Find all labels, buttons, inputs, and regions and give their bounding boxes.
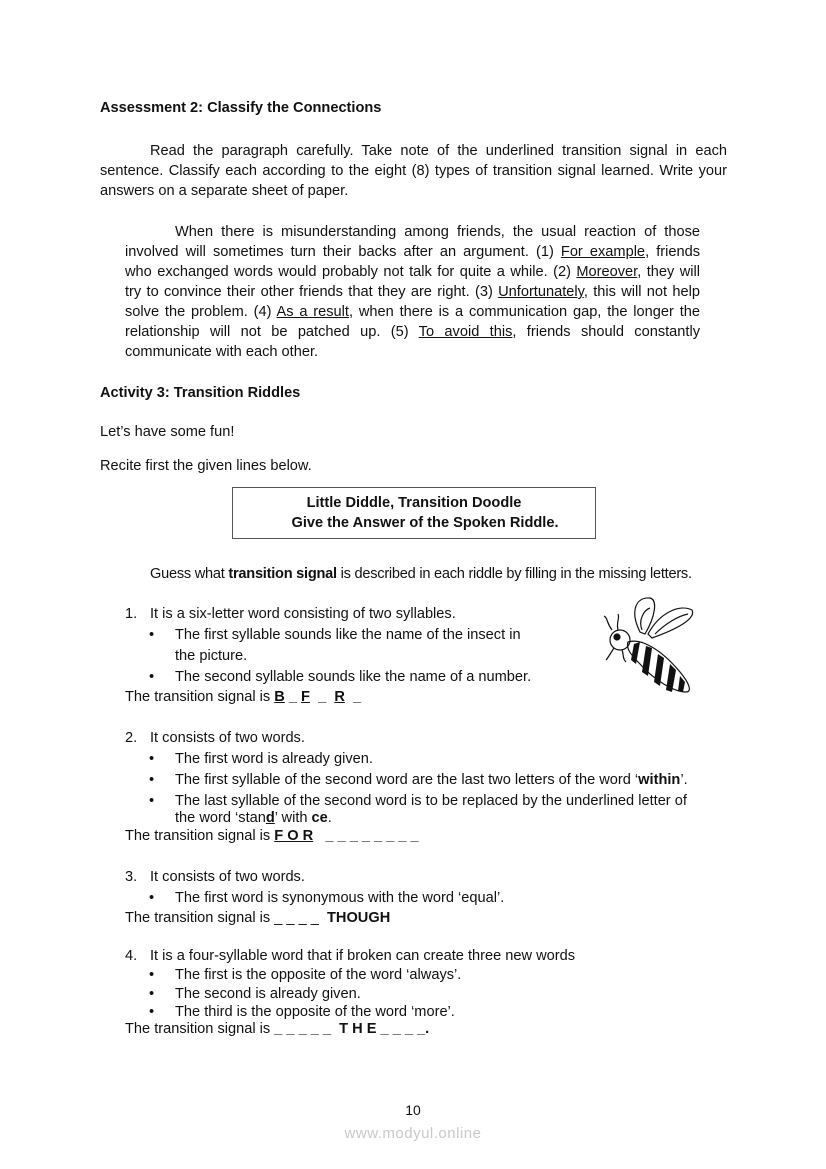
page-number: 10 xyxy=(405,1102,421,1118)
signal-3: Unfortunately xyxy=(498,284,584,300)
instructions-line-3: answers on a separate sheet of paper. xyxy=(100,183,349,199)
signal-4: As a result xyxy=(276,304,349,320)
passage-line-2: involved will sometimes turn their backs after an argument. (1) For example, friends xyxy=(125,244,701,260)
instructions-line-1: Read the paragraph carefully. Take note of the underlined transition signal in each xyxy=(150,143,727,159)
riddle-2-bullet-3-cont: the word ‘stand’ with ce. xyxy=(175,810,332,826)
riddle-4-answer: The transition signal is _ _ _ _ _ T H E _ _ _ _. xyxy=(125,1021,430,1037)
rhyme-line-1: Little Diddle, Transition Doodle xyxy=(306,495,522,511)
riddle-3-answer: The transition signal is _ _ _ _ THOUGH xyxy=(125,910,391,926)
riddle-1-text: It is a six-letter word consisting of two syllables. xyxy=(150,606,456,622)
riddle-4-bullet-1: • The first is the opposite of the word ‘always’. xyxy=(175,967,461,983)
riddle-2-bullet-2: • The first syllable of the second word are the last two letters of the word ‘within’. xyxy=(175,772,688,788)
watermark: www.modyul.online xyxy=(344,1125,482,1142)
rhyme-line-2: Give the Answer of the Spoken Riddle. xyxy=(291,515,559,531)
passage-line-3: who exchanged words would probably not talk for quite a while. (2) Moreover, they will xyxy=(125,264,701,280)
riddle-2-answer: The transition signal is F O R _ _ _ _ _ _ _ _ xyxy=(125,828,419,844)
assessment-heading: Assessment 2: Classify the Connections xyxy=(100,100,382,116)
signal-5: To avoid this xyxy=(418,324,513,340)
riddle-4-bullet-2: • The second is already given. xyxy=(175,986,361,1002)
bee-icon xyxy=(600,592,700,698)
activity-fun: Let’s have some fun! xyxy=(100,424,235,440)
riddle-1-number: 1. xyxy=(125,606,138,622)
passage-line-5: solve the problem. (4) As a result, when there is a communication gap, the longer the xyxy=(125,304,700,320)
riddle-1-bullet-1-cont: the picture. xyxy=(175,648,248,664)
riddle-2-number: 2. xyxy=(125,730,138,746)
riddle-3-bullet-1: • The first word is synonymous with the word ‘equal’. xyxy=(175,890,504,906)
passage-line-7: communicate with each other. xyxy=(125,344,319,360)
riddle-4-bullet-3: • The third is the opposite of the word ‘more’. xyxy=(175,1004,455,1020)
riddle-1-answer: The transition signal is B _ F _ R _ xyxy=(125,689,362,705)
riddle-3-text: It consists of two words. xyxy=(150,869,305,885)
riddle-2-text: It consists of two words. xyxy=(150,730,305,746)
instructions-line-2: sentence. Classify each according to the eight (8) types of transition signal learned. Write your xyxy=(100,163,727,179)
signal-1: For example xyxy=(560,244,646,260)
riddle-1-bullet-1: • The first syllable sounds like the name of the insect in xyxy=(175,627,521,643)
passage-line-4: try to convince their other friends that they are right. (3) Unfortunately, this will not help xyxy=(125,284,700,300)
riddle-4-text: It is a four-syllable word that if broken can create three new words xyxy=(150,948,576,964)
activity-heading: Activity 3: Transition Riddles xyxy=(100,385,301,401)
riddle-2-bullet-3: • The last syllable of the second word is to be replaced by the underlined letter of xyxy=(175,793,687,809)
rhyme-box xyxy=(232,487,596,539)
signal-2: Moreover xyxy=(576,264,638,280)
riddle-1-bullet-2: • The second syllable sounds like the name of a number. xyxy=(175,669,531,685)
riddle-4-number: 4. xyxy=(125,948,138,964)
guess-instruction: Guess what transition signal is described in each riddle by filling in the missing letters. xyxy=(150,566,692,582)
passage-line-6: relationship will not be patched up. (5) To avoid this, friends should constantly xyxy=(125,324,701,340)
activity-recite: Recite first the given lines below. xyxy=(100,458,312,474)
riddle-3-number: 3. xyxy=(125,869,138,885)
passage-line-1: When there is misunderstanding among friends, the usual reaction of those xyxy=(175,224,700,240)
riddle-2-bullet-1: • The first word is already given. xyxy=(175,751,373,767)
